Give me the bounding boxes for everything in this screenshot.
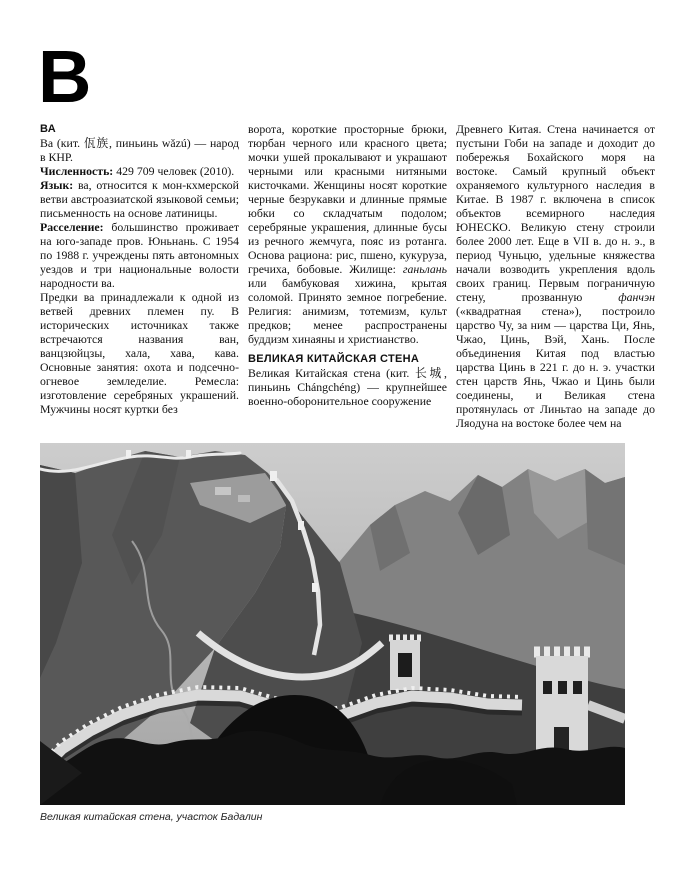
- text-run: или бамбуковая хижина, крытая соломой. Принято земное погребение. Религия: анимизм, тотемизм, культ предков; менее распространены буддизм хинаяны и христианство.: [248, 276, 447, 346]
- article-heading: ВА: [40, 123, 56, 135]
- paragraph: [248, 122, 447, 346]
- column-3: [456, 122, 655, 430]
- paragraph: [40, 136, 239, 164]
- text-columns: [40, 122, 654, 430]
- great-wall-photo: [40, 443, 625, 805]
- column-1: [40, 122, 239, 416]
- text-run: большинство проживает на юго-западе пров. Юньнань. С 1954 по 1988 г. учреждены пять автономных уездов и три национальные волости народности ва.: [40, 220, 239, 290]
- article-heading: ВЕЛИКАЯ КИТАЙСКАЯ СТЕНА: [248, 353, 420, 365]
- paragraph: [40, 220, 239, 290]
- italic-term: фанчэн: [618, 290, 655, 304]
- column-2: [248, 122, 447, 408]
- section-letter: В: [38, 35, 92, 118]
- text-run: («квадратная стена»), построило царство Чу, за ним — царства Ци, Янь, Чжао, Цинь, Вэй, Хань. После объединения Китая под властью царства Цинь в 221 г. до н. э. участки стен царств Янь, Чжао и Цинь были соединены, и Великая стена протянулась от Линьтао на западе до Ляодуна на востоке более чем на: [456, 304, 655, 430]
- text-run: Ва (кит. 佤族, пиньинь wǎzú) — народ в КНР.: [40, 136, 239, 164]
- bold-lead-in: Численность:: [40, 164, 114, 178]
- text-run: 429 709 человек (2010).: [113, 164, 235, 178]
- text-run: Древнего Китая. Стена начинается от пустыни Гоби на западе и доходит до побережья Бохайского моря на востоке. Самый крупный объект охраняемого культурного наследия в Китае. В 1987 г. включена в список объектов всемирного наследия ЮНЕСКО. Великую стену строили более 2000 лет. Еще в VII в. до н. э., в период Чуньцю, удельные княжества начали возводить укрепления вдоль своих границ. Первым пограничную стену, прозванную: [456, 122, 655, 304]
- middle-watchtower: [389, 638, 421, 690]
- photo-caption: Великая китайская стена, участок Бадалин: [40, 811, 263, 823]
- paragraph: [456, 122, 655, 430]
- great-wall-illustration: [40, 443, 625, 805]
- text-run: Великая Китайская стена (кит. 长城, пиньинь Chángchéng) — крупнейшее военно-оборонительное сооружение: [248, 366, 447, 408]
- great-wall-figure: [40, 443, 625, 823]
- text-run: Предки ва принадлежали к одной из ветвей древних племен пу. В исторических источниках также встречаются названия ван, ванцзюйцзы, хала, хава, кава. Основные занятия: охота и подсечно-огневое земледелие. Ремесла: изготовление серебряных украшений. Мужчины носят куртки без: [40, 290, 239, 416]
- bold-lead-in: Язык:: [40, 178, 74, 192]
- bold-lead-in: Расселение:: [40, 220, 104, 234]
- paragraph: [40, 178, 239, 220]
- text-run: ворота, короткие просторные брюки, тюрбан черного или красного цвета; мочки ушей прокалывают и украшают черными или красными нитяными кисточками. Женщины носят короткие черные безрукавки и длинные прямые юбки со складчатым подолом; серебряные украшения, длинные бусы из речного жемчуга, пояс из ротанга. Основа рациона: рис, пшено, кукуруза, гречиха, бобовые. Жилище:: [248, 122, 447, 276]
- paragraph: [248, 366, 447, 408]
- paragraph: [40, 164, 239, 178]
- paragraph: [40, 290, 239, 416]
- text-run: ва, относится к мон-кхмерской ветви австроазиатской языковой семьи; письменность на основе латиницы.: [40, 178, 239, 220]
- italic-term: ганьлань: [402, 262, 447, 276]
